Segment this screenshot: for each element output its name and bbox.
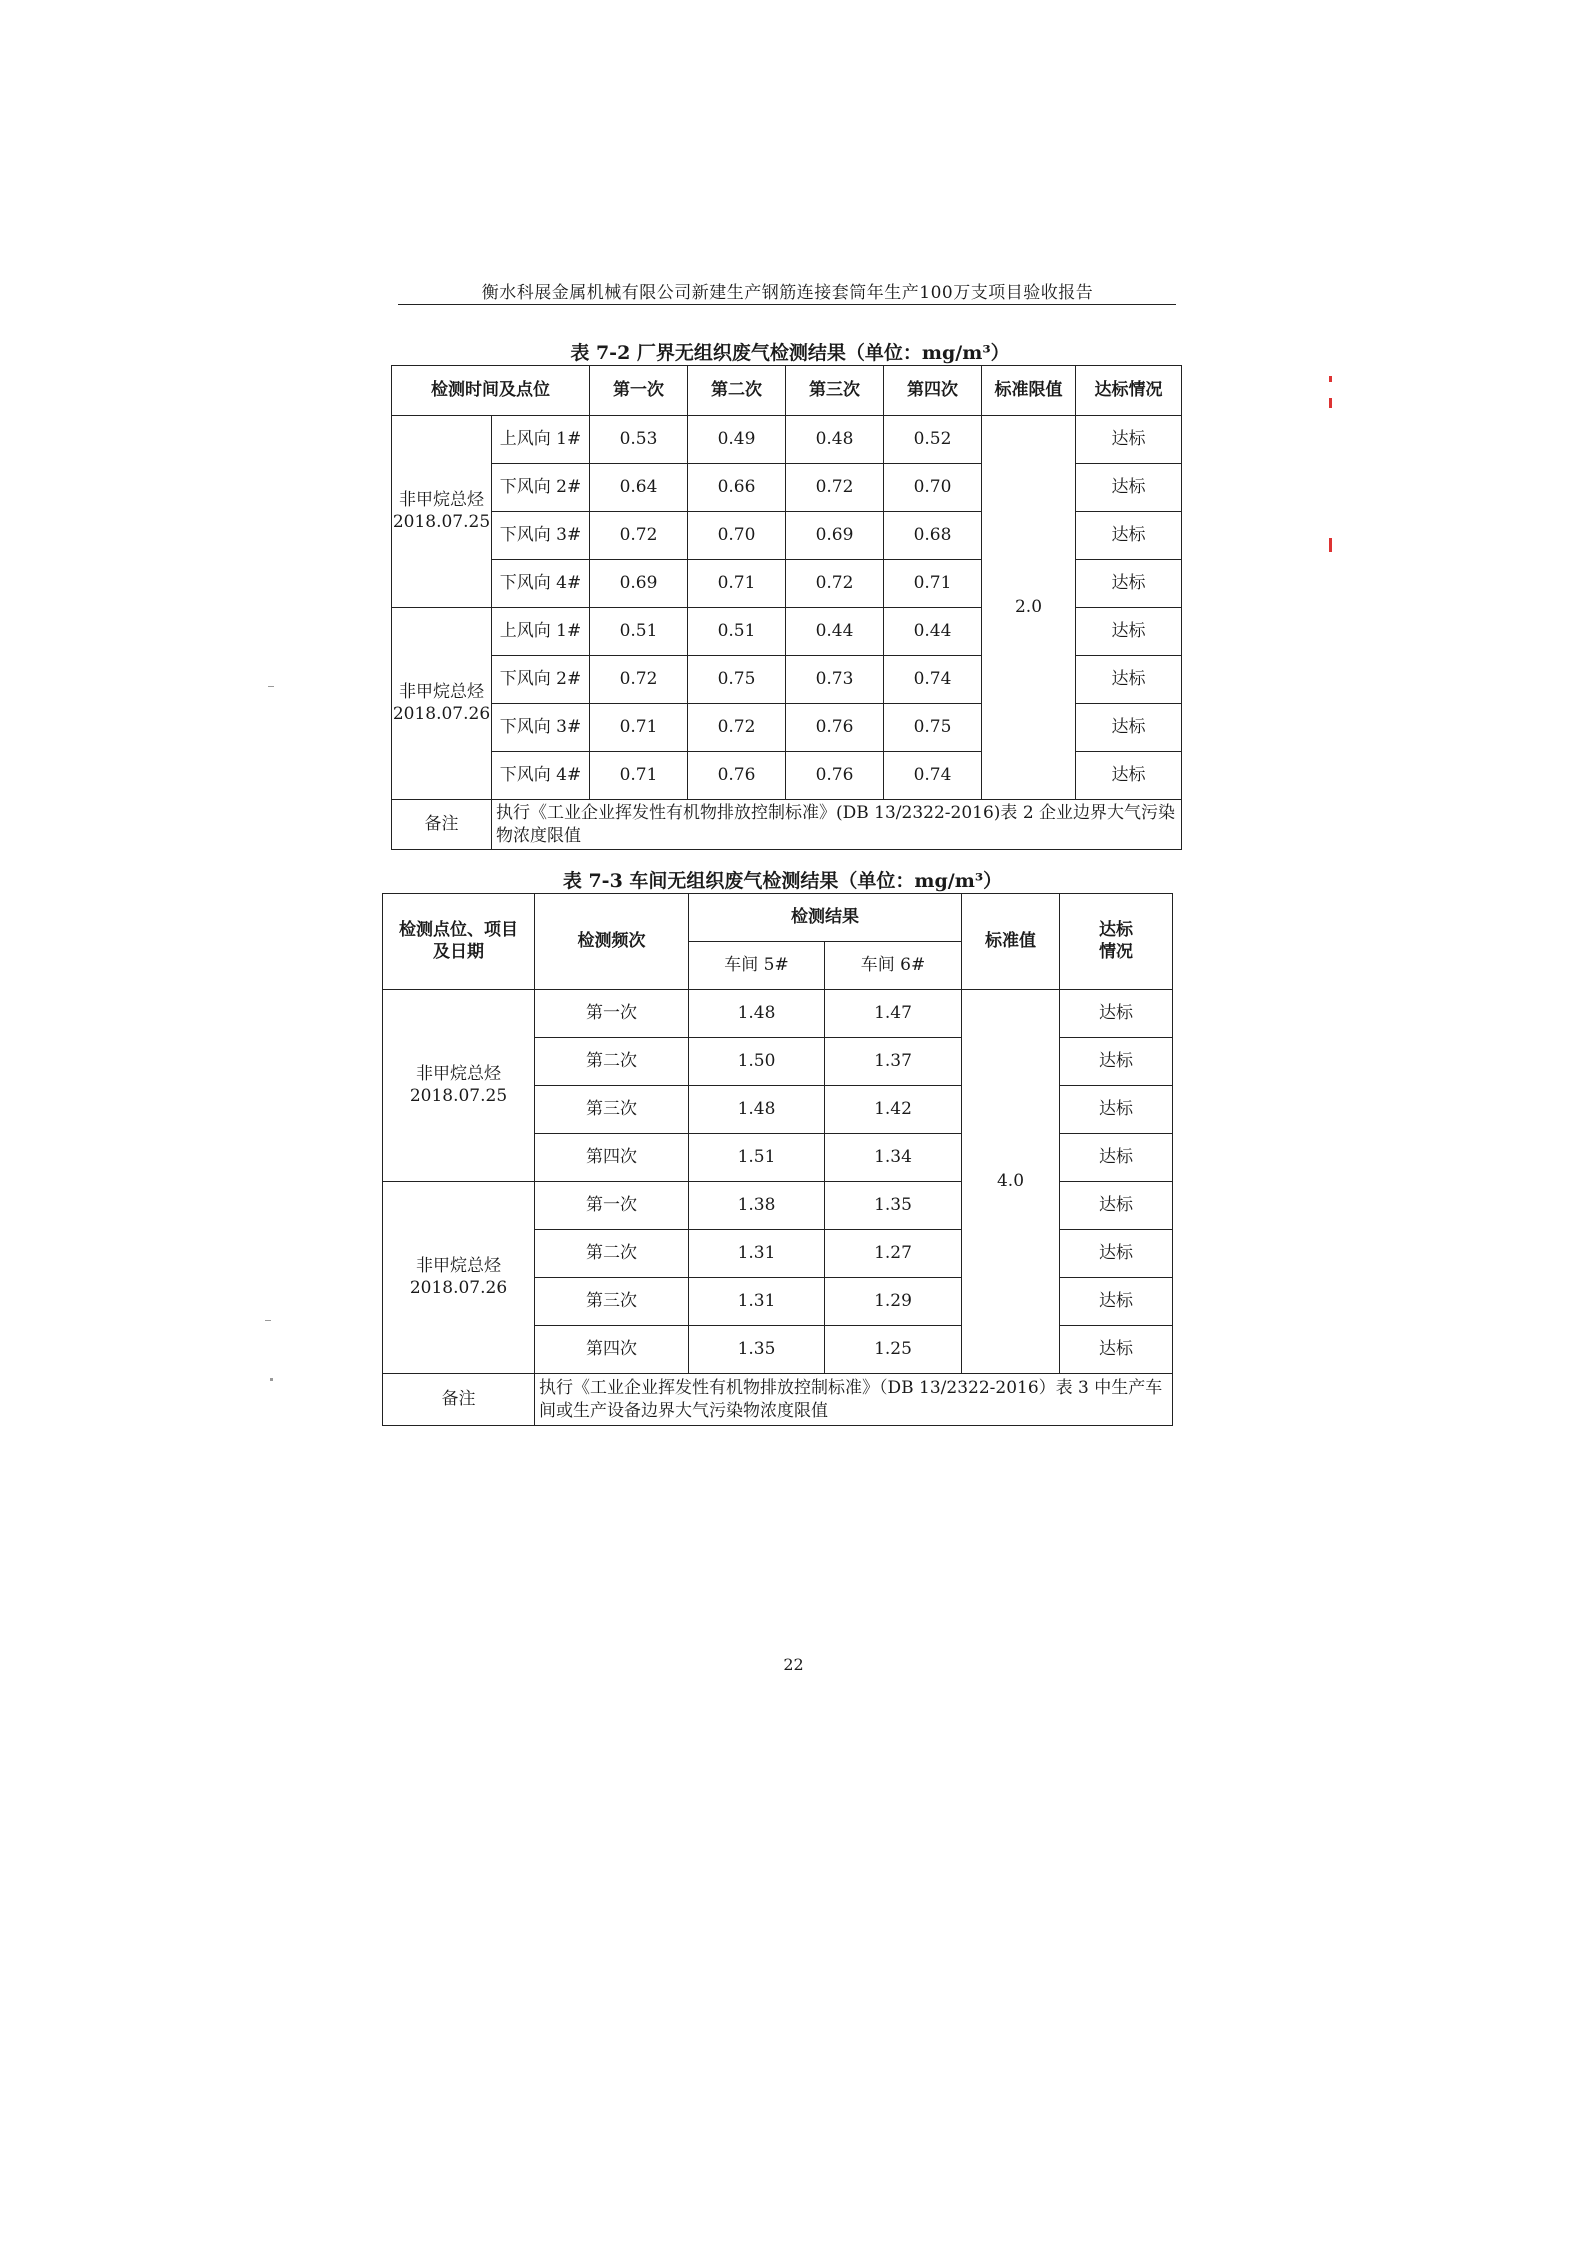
header-workshop-5: 车间 5# <box>689 942 825 990</box>
status-cell: 达标 <box>1060 1038 1173 1086</box>
group-label: 非甲烷总烃 2018.07.26 <box>383 1182 535 1374</box>
table-row <box>392 416 1182 464</box>
value-cell: 1.31 <box>689 1230 825 1278</box>
value-cell: 0.69 <box>786 512 884 560</box>
value-cell: 0.71 <box>688 560 786 608</box>
header-workshop-6: 车间 6# <box>825 942 962 990</box>
table-7-3 <box>382 893 1173 1426</box>
value-cell: 0.72 <box>786 560 884 608</box>
header-compliance: 达标 情况 <box>1060 894 1173 990</box>
frequency-cell: 第四次 <box>535 1326 689 1374</box>
status-cell: 达标 <box>1076 752 1182 800</box>
frequency-cell: 第三次 <box>535 1278 689 1326</box>
value-cell: 0.72 <box>590 512 688 560</box>
value-cell: 0.72 <box>590 656 688 704</box>
value-cell: 0.72 <box>688 704 786 752</box>
point-cell: 下风向 3# <box>492 512 590 560</box>
value-cell: 0.76 <box>786 704 884 752</box>
value-cell: 1.31 <box>689 1278 825 1326</box>
value-cell: 0.70 <box>688 512 786 560</box>
header-standard: 标准值 <box>962 894 1060 990</box>
status-cell: 达标 <box>1076 464 1182 512</box>
scan-speck <box>270 1378 273 1381</box>
value-cell: 0.51 <box>590 608 688 656</box>
group-label: 非甲烷总烃 2018.07.25 <box>392 416 492 608</box>
status-cell: 达标 <box>1060 1086 1173 1134</box>
status-cell: 达标 <box>1060 1134 1173 1182</box>
header-standard-limit: 标准限值 <box>982 366 1076 416</box>
frequency-cell: 第四次 <box>535 1134 689 1182</box>
value-cell: 0.74 <box>884 656 982 704</box>
report-header: 衡水科展金属机械有限公司新建生产钢筋连接套筒年生产100万支项目验收报告 <box>481 283 1094 303</box>
value-cell: 0.74 <box>884 752 982 800</box>
status-cell: 达标 <box>1060 1278 1173 1326</box>
value-cell: 0.69 <box>590 560 688 608</box>
value-cell: 1.38 <box>689 1182 825 1230</box>
header-run-4: 第四次 <box>884 366 982 416</box>
scan-mark <box>1329 376 1332 382</box>
value-cell: 0.75 <box>688 656 786 704</box>
value-cell: 0.52 <box>884 416 982 464</box>
value-cell: 1.48 <box>689 990 825 1038</box>
frequency-cell: 第二次 <box>535 1038 689 1086</box>
value-cell: 1.25 <box>825 1326 962 1374</box>
point-cell: 下风向 2# <box>492 656 590 704</box>
header-run-2: 第二次 <box>688 366 786 416</box>
frequency-cell: 第一次 <box>535 1182 689 1230</box>
note-row <box>383 1374 1173 1426</box>
value-cell: 1.48 <box>689 1086 825 1134</box>
group-label: 非甲烷总烃 2018.07.25 <box>383 990 535 1182</box>
point-cell: 上风向 1# <box>492 416 590 464</box>
header-rule <box>398 304 1176 305</box>
header-run-1: 第一次 <box>590 366 688 416</box>
scan-mark <box>1329 398 1332 408</box>
value-cell: 0.76 <box>688 752 786 800</box>
value-cell: 1.37 <box>825 1038 962 1086</box>
value-cell: 1.27 <box>825 1230 962 1278</box>
value-cell: 1.51 <box>689 1134 825 1182</box>
table-row <box>383 990 1173 1038</box>
scan-mark <box>1329 538 1332 552</box>
table-7-2-caption: 表 7-2 厂界无组织废气检测结果（单位：mg/m³） <box>570 342 1010 364</box>
value-cell: 0.48 <box>786 416 884 464</box>
status-cell: 达标 <box>1076 560 1182 608</box>
note-text: 执行《工业企业挥发性有机物排放控制标准》（DB 13/2322-2016）表 3 中生产车间或生产设备边界大气污染物浓度限值 <box>535 1374 1173 1426</box>
standard-limit-cell: 2.0 <box>982 416 1076 800</box>
value-cell: 0.71 <box>590 752 688 800</box>
value-cell: 0.66 <box>688 464 786 512</box>
value-cell: 0.71 <box>590 704 688 752</box>
value-cell: 1.42 <box>825 1086 962 1134</box>
value-cell: 0.44 <box>786 608 884 656</box>
value-cell: 0.72 <box>786 464 884 512</box>
status-cell: 达标 <box>1076 704 1182 752</box>
header-frequency: 检测频次 <box>535 894 689 990</box>
scan-speck <box>265 1320 271 1321</box>
status-cell: 达标 <box>1076 656 1182 704</box>
status-cell: 达标 <box>1060 990 1173 1038</box>
note-label: 备注 <box>383 1374 535 1426</box>
point-cell: 下风向 3# <box>492 704 590 752</box>
value-cell: 0.71 <box>884 560 982 608</box>
point-cell: 下风向 4# <box>492 752 590 800</box>
note-text: 执行《工业企业挥发性有机物排放控制标准》(DB 13/2322-2016)表 2 企业边界大气污染物浓度限值 <box>492 800 1182 850</box>
status-cell: 达标 <box>1076 512 1182 560</box>
status-cell: 达标 <box>1076 608 1182 656</box>
status-cell: 达标 <box>1060 1230 1173 1278</box>
status-cell: 达标 <box>1060 1182 1173 1230</box>
value-cell: 1.35 <box>825 1182 962 1230</box>
value-cell: 0.76 <box>786 752 884 800</box>
page-number: 22 <box>783 1655 804 1674</box>
value-cell: 0.53 <box>590 416 688 464</box>
frequency-cell: 第二次 <box>535 1230 689 1278</box>
status-cell: 达标 <box>1076 416 1182 464</box>
status-cell: 达标 <box>1060 1326 1173 1374</box>
point-cell: 下风向 4# <box>492 560 590 608</box>
value-cell: 0.68 <box>884 512 982 560</box>
value-cell: 0.70 <box>884 464 982 512</box>
value-cell: 0.51 <box>688 608 786 656</box>
frequency-cell: 第一次 <box>535 990 689 1038</box>
table-7-3-caption: 表 7-3 车间无组织废气检测结果（单位：mg/m³） <box>562 870 1003 892</box>
table-7-2 <box>391 365 1182 850</box>
value-cell: 0.49 <box>688 416 786 464</box>
group-label: 非甲烷总烃 2018.07.26 <box>392 608 492 800</box>
value-cell: 1.47 <box>825 990 962 1038</box>
frequency-cell: 第三次 <box>535 1086 689 1134</box>
scan-speck <box>268 686 274 687</box>
value-cell: 1.35 <box>689 1326 825 1374</box>
value-cell: 1.50 <box>689 1038 825 1086</box>
header-compliance: 达标情况 <box>1076 366 1182 416</box>
standard-cell: 4.0 <box>962 990 1060 1374</box>
header-results: 检测结果 <box>689 894 962 942</box>
header-point-item-date: 检测点位、项目 及日期 <box>383 894 535 990</box>
value-cell: 0.64 <box>590 464 688 512</box>
value-cell: 0.73 <box>786 656 884 704</box>
note-row <box>392 800 1182 850</box>
header-run-3: 第三次 <box>786 366 884 416</box>
value-cell: 1.29 <box>825 1278 962 1326</box>
value-cell: 1.34 <box>825 1134 962 1182</box>
note-label: 备注 <box>392 800 492 850</box>
point-cell: 上风向 1# <box>492 608 590 656</box>
point-cell: 下风向 2# <box>492 464 590 512</box>
header-time-point: 检测时间及点位 <box>392 366 590 416</box>
value-cell: 0.75 <box>884 704 982 752</box>
value-cell: 0.44 <box>884 608 982 656</box>
